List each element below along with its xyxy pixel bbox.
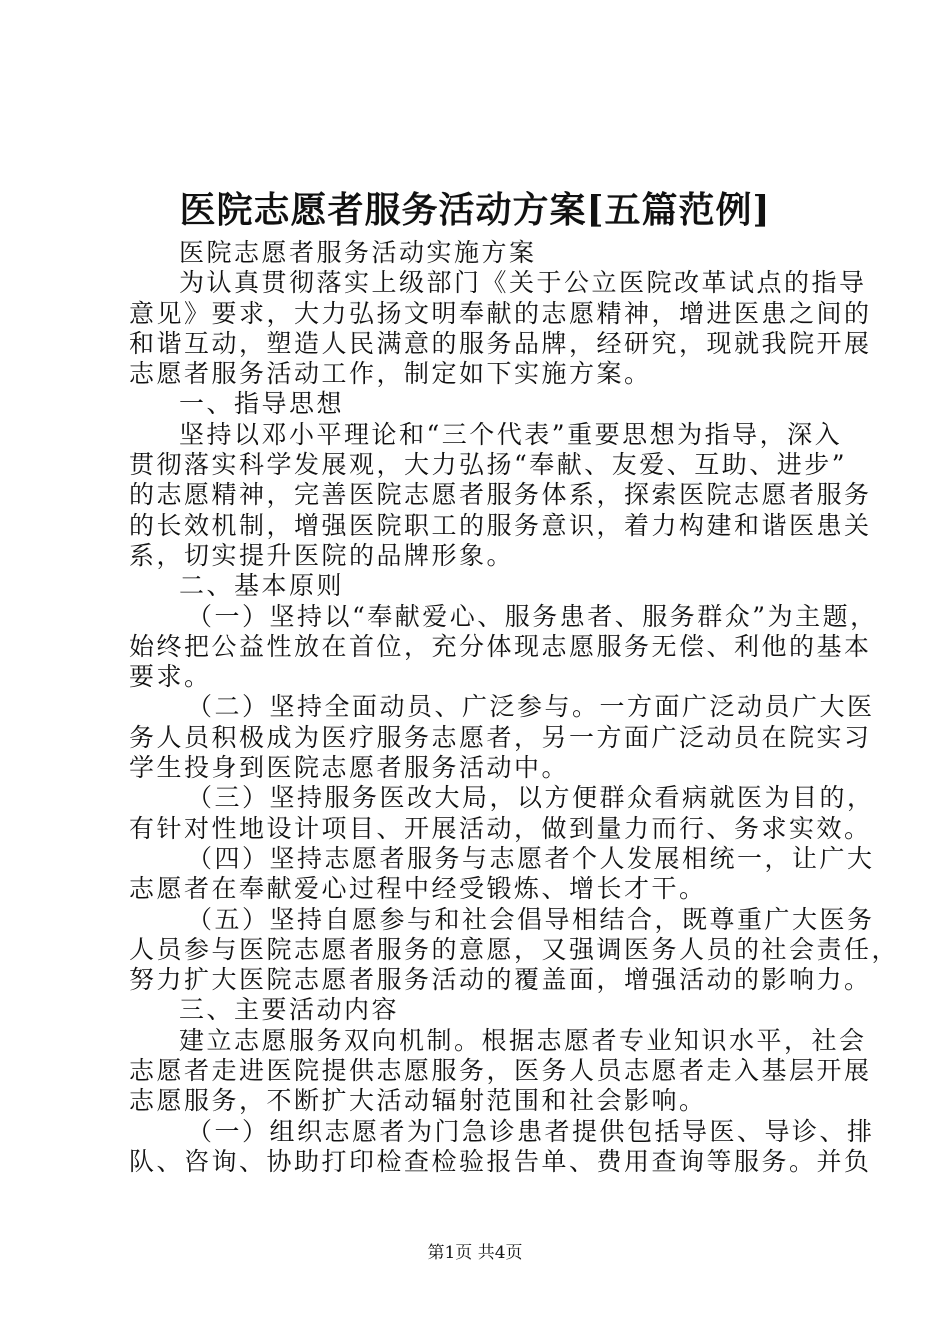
text-line: 坚持以邓小平理论和“三个代表”重要思想为指导，深入 — [179, 419, 843, 449]
subtitle-line: 医院志愿者服务活动实施方案 — [179, 238, 537, 267]
section-heading: 一、指导思想 — [179, 389, 345, 419]
text-line: （一）组织志愿者为门急诊患者提供包括导医、导诊、排 — [187, 1116, 875, 1146]
section-heading: 三、主要活动内容 — [179, 995, 400, 1025]
text-line: （五）坚持自愿参与和社会倡导相结合，既尊重广大医务 — [187, 904, 875, 934]
text-line: 有针对性地设计项目、开展活动，做到量力而行、务求实效。 — [129, 813, 872, 843]
text-line: 贯彻落实科学发展观，大力弘扬“奉献、友爱、互助、进步” — [129, 450, 848, 480]
text-line: 人员参与医院志愿者服务的意愿，又强调医务人员的社会责任， — [129, 934, 900, 964]
text-line: 学生投身到医院志愿者服务活动中。 — [129, 753, 570, 783]
document-body — [129, 238, 900, 1177]
text-line: （一）坚持以“奉献爱心、服务患者、服务群众”为主题， — [187, 601, 878, 631]
text-line: 要求。 — [129, 662, 212, 692]
text-line: （二）坚持全面动员、广泛参与。一方面广泛动员广大医 — [187, 692, 875, 722]
text-line: 志愿者在奉献爱心过程中经受锻炼、增长才干。 — [129, 874, 707, 904]
text-line: 务人员积极成为医疗服务志愿者，另一方面广泛动员在院实习 — [129, 722, 872, 752]
text-line: （四）坚持志愿者服务与志愿者个人发展相统一，让广大 — [187, 843, 875, 873]
text-line: 为认真贯彻落实上级部门《关于公立医院改革试点的指导 — [179, 268, 867, 298]
text-line: 志愿者走进医院提供志愿服务，医务人员志愿者走入基层开展 — [129, 1056, 872, 1086]
text-line: 志愿服务，不断扩大活动辐射范围和社会影响。 — [129, 1086, 707, 1116]
text-line: 队、咨询、协助打印检查检验报告单、费用查询等服务。并负 — [129, 1146, 872, 1176]
document-title: 医院志愿者服务活动方案[五篇范例] — [179, 189, 771, 231]
text-line: 和谐互动，塑造人民满意的服务品牌，经研究，现就我院开展 — [129, 328, 872, 358]
text-line: 意见》要求，大力弘扬文明奉献的志愿精神，增进医患之间的 — [129, 298, 872, 328]
text-line: 始终把公益性放在首位，充分体现志愿服务无偿、利他的基本 — [129, 631, 872, 661]
text-line: 的志愿精神，完善医院志愿者服务体系，探索医院志愿者服务 — [129, 480, 872, 510]
text-line: （三）坚持服务医改大局，以方便群众看病就医为目的， — [187, 783, 875, 813]
section-heading: 二、基本原则 — [179, 571, 345, 601]
text-line: 志愿者服务活动工作，制定如下实施方案。 — [129, 359, 652, 389]
text-line: 的长效机制，增强医院职工的服务意识，着力构建和谐医患关 — [129, 510, 872, 540]
text-line: 系，切实提升医院的品牌形象。 — [129, 540, 515, 570]
page-number-footer: 第1页 共4页 — [427, 1243, 523, 1263]
text-line: 建立志愿服务双向机制。根据志愿者专业知识水平，社会 — [179, 1025, 867, 1055]
text-line: 努力扩大医院志愿者服务活动的覆盖面，增强活动的影响力。 — [129, 965, 872, 995]
